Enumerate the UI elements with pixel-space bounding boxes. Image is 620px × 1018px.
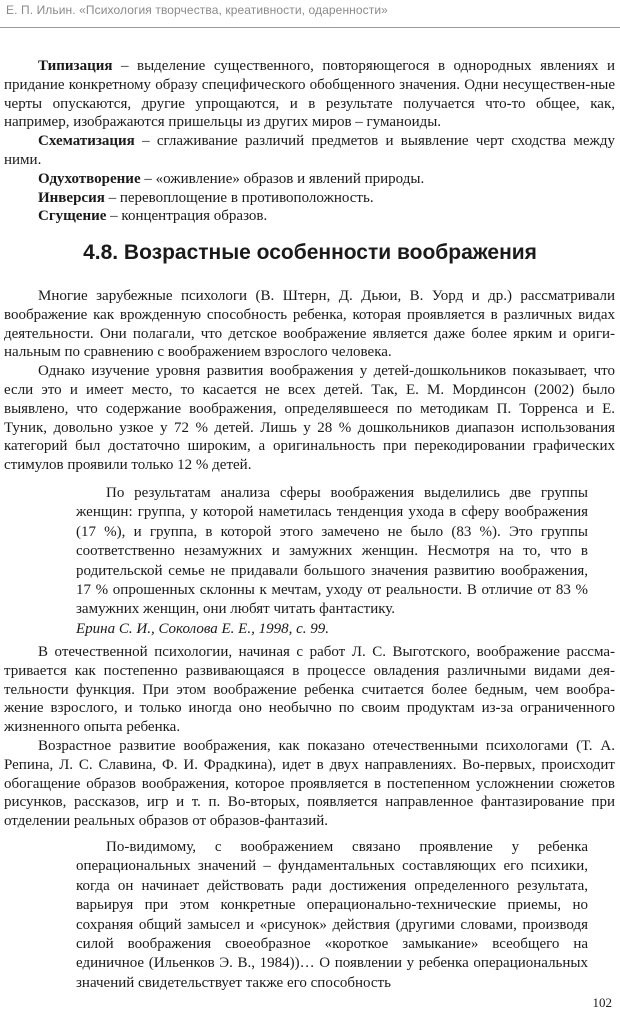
term-definition: – перевоплощение в противоположность. [104,189,374,206]
quote-citation: Ерина С. И., Соколова Е. Е., 1998, с. 99. [76,620,329,637]
term-label: Одухотворение [38,170,141,187]
body-paragraphs-b [4,643,615,831]
section-heading: 4.8. Возрастные особенности воображения [83,241,537,264]
term-label: Инверсия [38,189,105,206]
term-typization [4,57,615,132]
paragraph: В отечественной психологии, начиная с работ Л. С. Выготского, воображение рассма-тривается как постепенно развивающаяся в процессе овладения различными видами дея-тельности функция. При этом воображение ребенка считается более бедным, чем вообра-жение взрослого, и только иногда оно необычно по своим продуктам из-за ограниченного жизненного опыта ребенка. [4,644,615,736]
paragraph: Возрастное развитие воображения, как показано отечественными психологами (Т. А. Репина, Л. С. Славина, Ф. И. Фрадкина), идет в двух направлениях. Во-первых, происходит обогащение образов воображения, которое проявляется в постепенном усложнении сюжетов рисунков, рассказов, игр и т. п. Во-вторых, появляется направленное фантазирование при отделении реальных образов от образов-фантазий. [4,737,615,830]
page-number: 102 [592,995,612,1010]
quote-block-2 [76,838,588,993]
term-schematization [4,132,615,170]
term-condensation [4,207,615,226]
term-inversion [4,189,615,208]
term-definition: – «оживление» образов и явлений природы. [140,170,425,187]
term-label: Схематизация [38,133,135,150]
quote-text: По результатам анализа сферы воображения выделились две группы женщин: группа, у которой наметилась тенденция ухода в сферу воображения (17 %), и группа, в которой этого замечено не было (83 %). Это группы соответственно незамужних и замужних женщин. Несмотря на то, что в родительской семье не придавали большого значения развитию воображения, 17 % опрошенных склонны к мечтам, уходу от реальности. В отличие от 83 % замужних женщин, они любят читать фантастику. [76,485,588,618]
term-label: Типизация [38,58,113,74]
term-definition: – концентрация образов. [106,208,268,225]
quote-block-1 [76,484,588,639]
term-definition: – выделение существенного, повторяющегося в однородных явлениях и придание конкретному образу специфического обобщенного значения. Одни несуществен-ные черты опускаются, другие упрощаются, и в результате получается что-то общее, как, например, изображаются пришельцы из других миров – гуманоиды. [4,58,615,131]
term-label: Сгущение [38,208,107,225]
paragraph: Многие зарубежные психологи (В. Штерн, Д. Дьюи, В. Уорд и др.) рассматривали воображение как врожденную способность ребенка, которая проявляется в различных видах деятельности. Они полагали, что детское воображение является даже более ярким и ориги-нальным по сравнению с воображением взрослого человека. [4,288,615,361]
running-title: Е. П. Ильин. «Психология творчества, креативности, одаренности» [6,3,388,17]
header-rule [0,27,620,28]
quote-text: По-видимому, с воображением связано проявление у ребенка операциональных значений – фундаментальных составляющих его психики, когда он начинает действовать ради достижения определенного результата, варьируя при этом конкретные операционально-технические приемы, но сохраняя общий замысел и «рисунок» действия (другими словами, производя силой воображения своеобразное «короткое замыкание» всеобщего на единичное (Ильенков Э. В., 1984))… О появлении у ребенка операциональных значений свидетельствует также его способность [76,839,588,991]
terms-block [4,57,615,226]
term-animation [4,170,615,189]
body-paragraphs-a [4,287,615,475]
paragraph: Однако изучение уровня развития воображения у детей-дошкольников показывает, что если это и имеет место, то касается не всех детей. Так, Е. М. Мординсон (2002) было выявлено, что содержание воображения, определявшееся по методикам П. Торренса и Е. Туник, довольно узкое у 72 % детей. Лишь у 28 % дошкольников диапазон использования категорий был достаточно широким, а оригинальность при перекодировании графических стимулов проявили только 12 % детей. [4,363,615,474]
term-definition: – сглаживание различий предметов и выявление черт сходства между ними. [4,133,615,168]
